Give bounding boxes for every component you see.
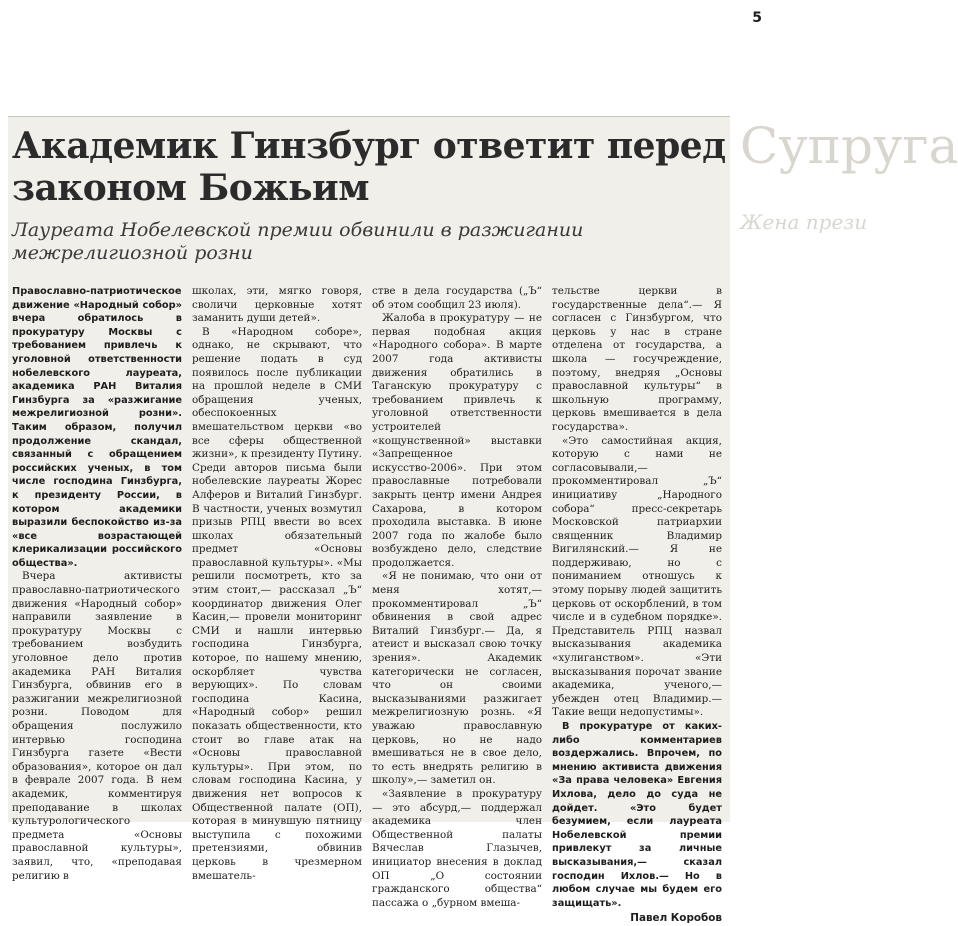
adjacent-article-title: Супруга [740,117,958,175]
paragraph: Жалоба в прокуратуру — не первая подобная акция «Народного собора». В марте 2007 года активисты движения обратились в Таганскую прокуратуру с требованием привлечь к уголовной ответственности устроителей «кощунственной» выставки «Запрещенное искусство-2006». При этом православные потребовали закрыть центр имени Андрея Сахарова, в котором проходила выставка. В июне 2007 года по жалобе было возбуждено дело, следствие продолжается. [372,312,542,569]
paragraph: школах, эти, мягко говоря, своличи церковные хотят заманить души детей». [192,285,362,325]
paragraph: В прокуратуре от каких-либо комментариев воздержались. Впрочем, по мнению активиста движения «За права человека» Евгения Ихлова, дело до суда не дойдет. «Это будет безумием, если лауреата Нобелевской премии привлекут за личные высказывания,— сказал господин Ихлов.— Но в любом случае мы будем его защищать». [552,721,722,909]
article-body [12,285,726,925]
adjacent-article-subtitle: Жена прези [740,210,868,234]
paragraph: стве в дела государства („Ъ“ об этом сообщил 23 июля). [372,285,542,311]
paragraph: «Заявление в прокуратуру — это абсурд,— поддержал академика член Общественной палаты Вячеслав Глазычев, инициатор внесения в доклад ОП „О состоянии гражданского общества“ пассажа о „бурном вмеша- [372,787,542,909]
column-4 [552,285,722,925]
paragraph: Вчера активисты православно-патриотического движения «Народный собор» направили заявление в прокуратуру Москвы с требованием возбудить уголовное дело против академика РАН Виталия Гинзбурга, обвинив его в разжигании межрелигиозной розни. Поводом для обращения послужило интервью господина Гинзбурга газете «Вести образования», которое он дал в феврале 2007 года. В нем академик, комментируя преподавание в школах культурологического предмета «Основы православной культуры», заявил, что, «преподавая религию в [12,570,182,882]
paragraph: тельстве церкви в государственные дела“.— Я согласен с Гинзбургом, что церковь у нас в стране отделена от государства, а школа — госучреждение, поэтому, внедряя „Основы православной культуры“ в школьную программу, церковь вмешивается в дела государства». [552,285,722,433]
page-number: 5 [752,10,762,26]
column-3 [372,285,542,909]
article-subheadline: Лауреата Нобелевской премии обвинили в разжигании межрелигиозной розни [12,219,584,264]
article-headline: Академик Гинзбург ответит перед законом Божьим [12,125,726,209]
column-1 [12,285,182,882]
paragraph: В «Народном соборе», однако, не скрывают, что решение подать в суд появилось после публикации на прошлой неделе в СМИ обращения ученых, обеспокоенных вмешательством церкви «во все сферы общественной жизни», к президенту Путину. Среди авторов письма были нобелевские лауреаты Жорес Алферов и Виталий Гинзбург. В частности, ученых возмутил призыв РПЦ ввести во всех школах обязательный предмет «Основы православной культуры». «Мы решили посмотреть, кто за этим стоит,— рассказал „Ъ“ координатор движения Олег Касин,— провели мониторинг СМИ и нашли интервью господина Гинзбурга, которое, по нашему мнению, оскорбляет чувства верующих». По словам господина Касина, «Народный собор» решил показать общественности, кто стоит во главе атак на «Основы православной культуры». При этом, по словам господина Касина, у движения нет вопросов к Общественной палате (ОП), которая в минувшую пятницу выступила с похожими претензиями, обвинив церковь в чрезмерном вмешатель- [192,325,362,882]
article [8,116,730,925]
author-byline: Павел Коробов [630,912,722,925]
paragraph: «Это самостийная акция, которую с нами не согласовывали,— прокомментировал „Ъ“ инициативу „Народного собора“ пресс-секретарь Московской патриархии священник Владимир Вигилянский.— Я не поддерживаю, но с пониманием отношусь к этому порыву людей защитить церковь от оскорблений, в том числе и в судебном порядке». Представитель РПЦ назвал высказывания академика «хулиганством». «Эти высказывания порочат звание академика, ученого,— убежден отец Владимир.— Такие вещи недопустимы». [552,434,722,719]
column-2 [192,285,362,882]
paragraph: «Я не понимаю, что они от меня хотят,— прокомментировал „Ъ“ обвинения в свой адрес Виталий Гинзбург.— Да, я атеист и высказал свою точку зрения». Академик категорически не согласен, что он своими высказываниями разжигает межрелигиозную рознь. «Я уважаю православную церковь, но не надо вмешиваться не в свое дело, то есть внедрять религию в школу»,— заметил он. [372,570,542,787]
article-lead: Православно-патриотическое движение «Народный собор» вчера обратилось в прокуратуру Москвы с требованием привлечь к уголовной ответственности нобелевского лауреата, академика РАН Виталия Гинзбурга за «разжигание межрелигиозной розни». Таким образом, получил продолжение скандал, связанный с обращением российских ученых, в том числе господина Гинзбурга, к президенту России, в котором академики выразили беспокойство из-за «все возрастающей клерикализации российского общества». [12,286,182,569]
